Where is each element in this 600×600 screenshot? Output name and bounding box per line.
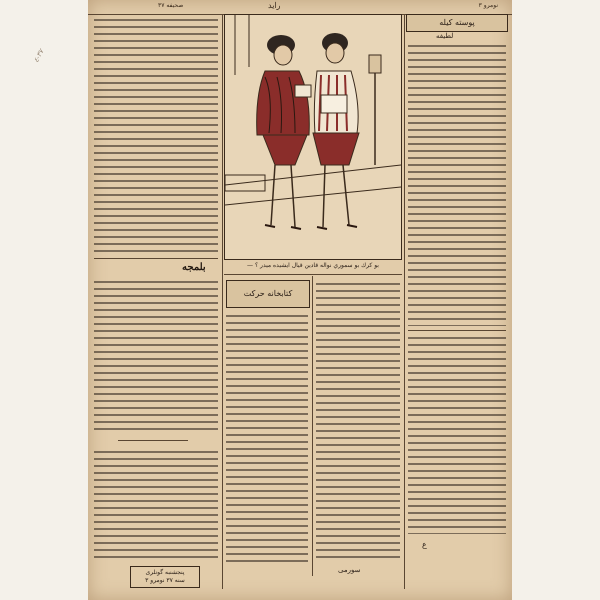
masthead xyxy=(88,0,512,15)
right-column-article-top xyxy=(408,42,506,326)
left-column-article-bottom xyxy=(94,448,218,558)
masthead-title: ﺭﺍﻳﺪ xyxy=(268,1,281,10)
left-column-article-top xyxy=(94,16,218,254)
column-rule-right xyxy=(404,14,405,589)
column-rule-left xyxy=(222,14,223,589)
middle-right-column-text xyxy=(316,280,400,562)
pencil-annotation: ٣٧-٤ xyxy=(32,48,46,64)
page-label: ﺻﺤﻴﻔﻪ ٣٧ xyxy=(158,2,184,9)
right-divider xyxy=(408,330,506,331)
cartoon-caption: — ﺑﻮ ﻛﺮﻙ ﺑﻮ ﺳﻤﻮﺭﻱ ﻧﻮﺍﻟﻪ ﻗﺎﺩﻳﻦ ﻗﻴﺎﻝ ﺍﻳﺸﻴﺪﻩ ﻣﻴﺪﺭ ؟ xyxy=(247,262,379,269)
column-rule-middle xyxy=(312,276,313,576)
cartoon-drawing xyxy=(225,15,401,259)
middle-left-column-text xyxy=(226,312,308,562)
footer-line-2: ﺳﻨﻪ ٣٧ ﻧﻮﻣﺮﻭ ٣ xyxy=(145,577,185,584)
footer-signature: ﺳﻮﺭﻣﻰ xyxy=(338,566,361,574)
caption-rule xyxy=(224,274,402,275)
right-section-subtitle: ﻟﻄﻴﻔﻪ xyxy=(436,32,454,40)
footer-date-box xyxy=(130,566,200,588)
left-section-title: ﺑﻠﻤﺠﻪ xyxy=(182,262,206,273)
right-column-article-bottom xyxy=(408,334,506,534)
left-divider xyxy=(94,258,218,259)
right-bottom-mark: ﻉ xyxy=(422,540,427,549)
newspaper-page xyxy=(88,0,512,600)
issue-number: ﻧﻮﻣﺮﻭ ٣ xyxy=(478,2,498,9)
cartoon-illustration xyxy=(224,14,402,260)
middle-section-header: ﻛﺘﺎﺑﺨﺎﻧﻪ ﺣﺮﻛﺖ xyxy=(226,280,310,308)
left-short-rule xyxy=(118,440,188,441)
right-section-header: ﭘﻮﺳﺘﻪ ﻛﻴﻠﻪ xyxy=(406,14,508,32)
footer-line-1: ﭘﻨﺠﺸﻨﺒﻪ ﮔﻮﻧﻠﺮﻯ xyxy=(145,569,185,576)
left-column-article-middle xyxy=(94,278,218,434)
